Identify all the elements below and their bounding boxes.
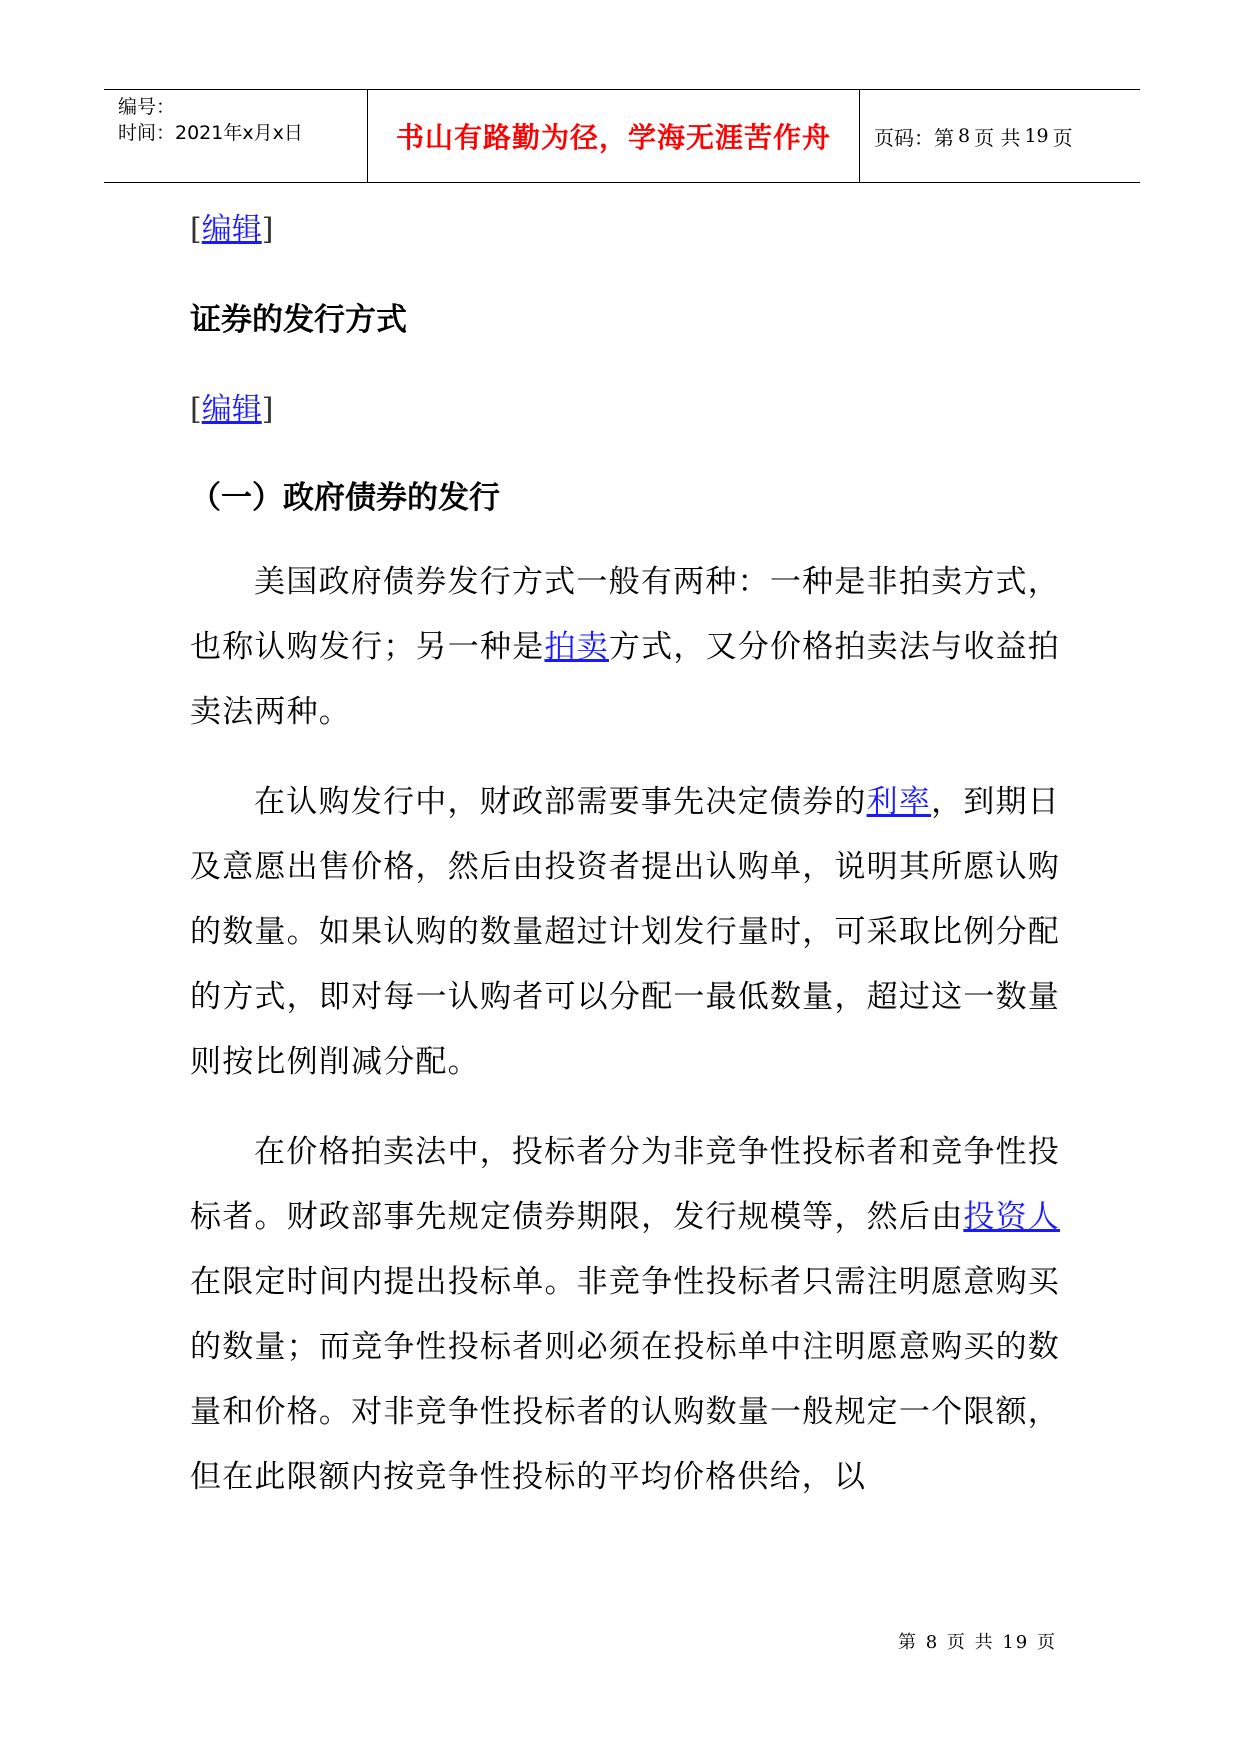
section-title: 证券的发行方式 bbox=[190, 302, 407, 338]
header-motto: 书山有路勤为径，学海无涯苦作舟 bbox=[368, 90, 860, 182]
document-header bbox=[104, 89, 1140, 183]
edit-link-2: [编辑] bbox=[190, 392, 274, 427]
document-number-label: 编号： bbox=[118, 96, 176, 118]
paragraph-3: 在价格拍卖法中，投标者分为非竞争性投标者和竞争性投标者。财政部事先规定债券期限，发行规模等，然后由投资人在限定时间内提出投标单。非竞争性投标者只需注明愿意购买的数量；而竞争性投标者则必须在投标单中注明愿意购买的数量和价格。对非竞争性投标者的认购数量一般规定一个限额，但在此限额内按竞争性投标的平均价格供给，以 bbox=[190, 1134, 1060, 1495]
edit-link-anchor-1[interactable]: 编辑 bbox=[201, 212, 262, 247]
subsection-title: （一）政府债券的发行 bbox=[190, 480, 500, 516]
edit-link-1: [编辑] bbox=[190, 212, 274, 247]
edit-link-anchor-2[interactable]: 编辑 bbox=[201, 392, 262, 427]
paragraph-2: 在认购发行中，财政部需要事先决定债券的利率，到期日及意愿出售价格，然后由投资者提出认购单，说明其所愿认购的数量。如果认购的数量超过计划发行量时，可采取比例分配的方式，即对每一认购者可以分配一最低数量，超过这一数量则按比例削减分配。 bbox=[190, 784, 1060, 1080]
auction-link[interactable]: 拍卖 bbox=[544, 629, 609, 665]
page-middle: 页 共 bbox=[974, 125, 1021, 150]
interest-rate-link[interactable]: 利率 bbox=[866, 784, 932, 820]
page-footer: 第 8 页 共 19 页 bbox=[898, 1632, 1057, 1653]
page-suffix: 页 bbox=[1052, 125, 1073, 150]
header-info-cell bbox=[104, 90, 368, 182]
paragraph-1: 美国政府债券发行方式一般有两种：一种是非拍卖方式，也称认购发行；另一种是拍卖方式，又分价格拍卖法与收益拍卖法两种。 bbox=[190, 564, 1060, 730]
document-body bbox=[190, 210, 1060, 1510]
document-time-label: 时间：2021年x月x日 bbox=[118, 122, 303, 144]
page-current: 8 bbox=[958, 125, 971, 147]
header-page-info bbox=[860, 90, 1140, 182]
page-total: 19 bbox=[1024, 125, 1049, 147]
investor-link[interactable]: 投资人 bbox=[963, 1199, 1060, 1235]
page-prefix: 页码：第 bbox=[874, 125, 954, 150]
